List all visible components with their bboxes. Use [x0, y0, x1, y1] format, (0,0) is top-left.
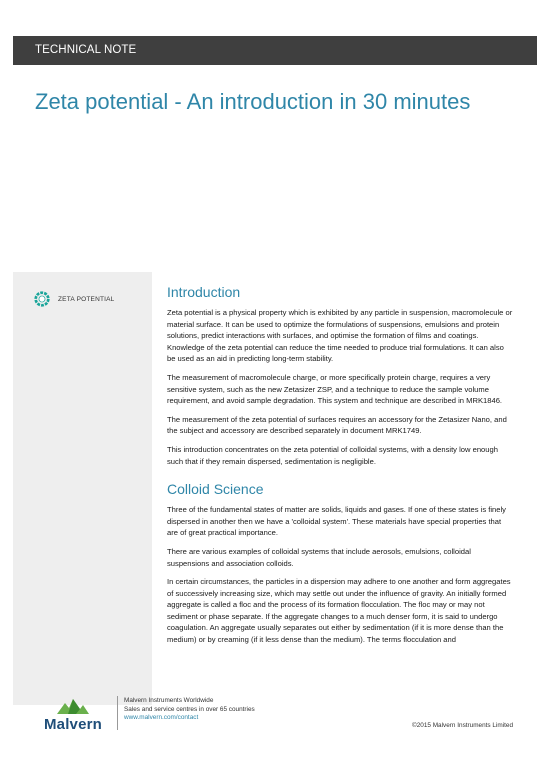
paragraph: Three of the fundamental states of matter are solids, liquids and gases. If one of these states is finely dispersed in another then we have a 'colloidal system'. These materials have special properties that are of great practical importance.: [167, 505, 506, 538]
topic-tag: [33, 290, 115, 308]
sidebar: [13, 272, 152, 705]
paragraph: The measurement of the zeta potential of surfaces requires an accessory for the Zetasizer Nano, and the subject and accessory are described separately in document MRK1749.: [167, 414, 507, 436]
paragraph: The measurement of macromolecule charge, or more specifically protein charge, requires a very sensitive system, such as the new Zetasizer ZSP, and a technique to reduce the sample volume requirement, and avoid sample degradation. This system and technique are described in MRK1846.: [167, 372, 503, 406]
section-heading-colloid-science: Colloid Science: [167, 481, 264, 498]
brand-name: Malvern: [43, 716, 103, 733]
footer-divider: [117, 696, 118, 730]
doc-type-label: TECHNICAL NOTE: [35, 44, 137, 56]
paragraph: There are various examples of colloidal systems that include aerosols, emulsions, colloidal suspensions and association colloids.: [167, 546, 471, 568]
main-content: [167, 284, 513, 653]
paragraph: In certain circumstances, the particles in a dispersion may adhere to one another and form aggregates of successively increasing size, which may settle out under the influence of gravity. An initially formed aggregate is called a floc and the process of its formation flocculation. The floc may or may not sediment or phase separate. If the aggregate changes to a much denser form, it is said to undergo coagulation. An aggregate usually separates out either by sedimentation (if it is more dense than the medium) or by creaming (if it less dense than the medium). The terms flocculation and: [167, 577, 511, 645]
zeta-ring-icon: [33, 290, 51, 308]
malvern-logo: [38, 695, 108, 733]
page-title: Zeta potential - An introduction in 30 minutes: [35, 89, 471, 114]
topic-label: ZETA POTENTIAL: [58, 295, 115, 303]
copyright: ©2015 Malvern Instruments Limited: [412, 722, 513, 729]
footer-line: Sales and service centres in over 65 countries: [124, 705, 255, 713]
footer-line: Malvern Instruments Worldwide: [124, 697, 214, 704]
footer-contact: [124, 697, 255, 723]
paragraph: Zeta potential is a physical property which is exhibited by any particle in suspension, macromolecule or material surface. It can be used to optimize the formulations of suspensions, emulsions and protein solutions, predict interactions with surfaces, and optimise the formation of films and coatings. Knowledge of the zeta potential can reduce the time needed to produce trial formulations. It can also be used as an aid in predicting long-term stability.: [167, 308, 513, 364]
footer: [0, 692, 550, 742]
contact-link[interactable]: www.malvern.com/contact: [124, 714, 199, 722]
mountain-logo-icon: [56, 695, 90, 715]
section-heading-introduction: Introduction: [167, 284, 241, 300]
header-bar: [13, 36, 537, 65]
paragraph: This introduction concentrates on the zeta potential of colloidal systems, with a density low enough such that if they remain dispersed, sedimentation is negligible.: [167, 444, 498, 466]
